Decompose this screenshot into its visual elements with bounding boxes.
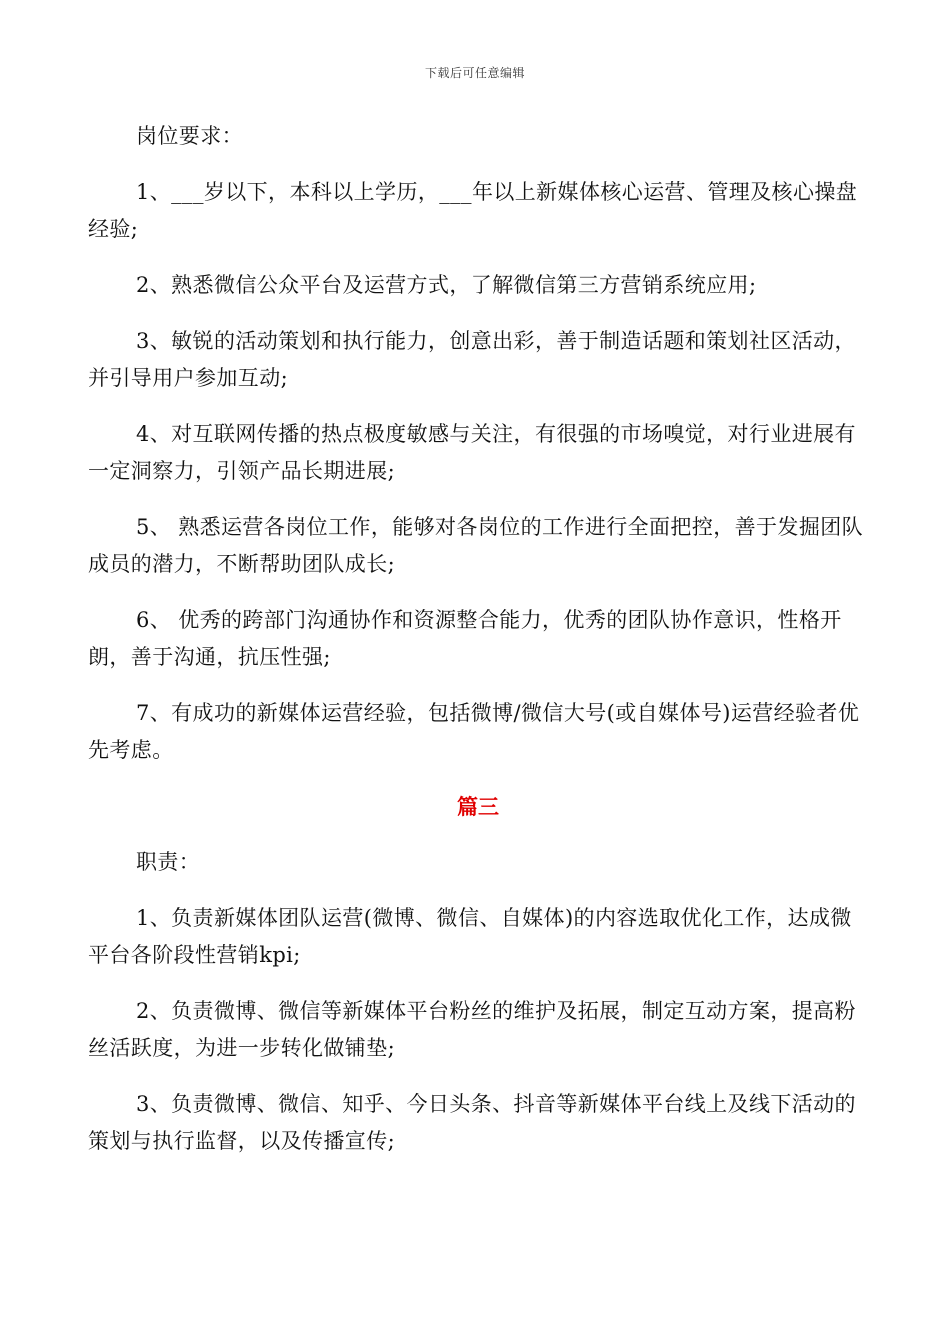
- section-title: 篇三: [457, 794, 499, 819]
- page-header: 下载后可任意编辑: [424, 66, 525, 80]
- requirement-item-3: 3、敏锐的活动策划和执行能力，创意出彩，善于制造话题和策划社区活动，并引导用户参加互动;: [88, 329, 856, 390]
- document-body: [88, 118, 868, 1179]
- duty-item-1: 1、负责新媒体团队运营(微博、微信、自媒体)的内容选取优化工作，达成微平台各阶段性营销kpi;: [88, 906, 852, 967]
- requirements-heading: 岗位要求：: [136, 124, 243, 148]
- requirement-item-6: 6、 优秀的跨部门沟通协作和资源整合能力，优秀的团队协作意识，性格开朗，善于沟通，抗压性强;: [88, 608, 842, 669]
- duty-item-2: 2、负责微博、微信等新媒体平台粉丝的维护及拓展，制定互动方案，提高粉丝活跃度，为进一步转化做铺垫;: [88, 999, 856, 1060]
- requirement-item-7: 7、有成功的新媒体运营经验，包括微博/微信大号(或自媒体号)运营经验者优先考虑。: [88, 701, 860, 762]
- requirement-item-5: 5、 熟悉运营各岗位工作，能够对各岗位的工作进行全面把控，善于发掘团队成员的潜力，不断帮助团队成长;: [88, 515, 864, 576]
- duties-heading: 职责：: [136, 850, 201, 874]
- requirement-item-4: 4、对互联网传播的热点极度敏感与关注，有很强的市场嗅觉，对行业进展有一定洞察力，引领产品长期进展;: [88, 422, 856, 483]
- requirement-item-2: 2、熟悉微信公众平台及运营方式，了解微信第三方营销系统应用;: [136, 273, 757, 297]
- duty-item-3: 3、负责微博、微信、知乎、今日头条、抖音等新媒体平台线上及线下活动的策划与执行监督，以及传播宣传;: [88, 1092, 856, 1153]
- requirement-item-1: 1、___岁以下，本科以上学历，___年以上新媒体核心运营、管理及核心操盘经验;: [88, 180, 858, 241]
